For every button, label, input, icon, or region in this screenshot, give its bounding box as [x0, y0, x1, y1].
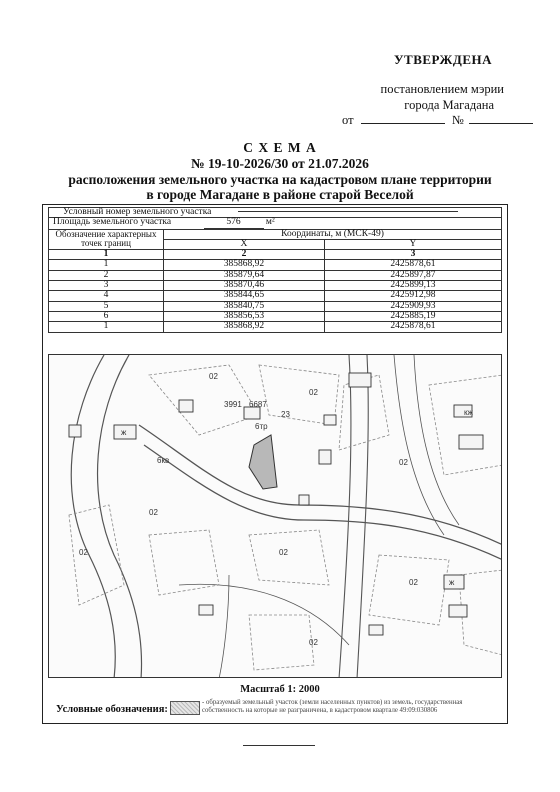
- area-label: Площадь земельного участка: [53, 217, 172, 228]
- table-row: 5 385840,75 2425909,93: [49, 301, 502, 311]
- map-scale: Масштаб 1: 2000: [240, 684, 320, 695]
- cadastral-map: [48, 354, 502, 678]
- road-lower-2: [219, 575, 229, 678]
- cadastral-map-drawing: [49, 355, 502, 678]
- table-row: 1 385868,92 2425878,61: [49, 322, 502, 332]
- date-blank: [361, 123, 445, 124]
- legend-label: Условные обозначения:: [56, 704, 168, 715]
- table-row: 2 385879,64 2425897,87: [49, 270, 502, 280]
- map-label: 02: [409, 578, 418, 587]
- map-label: 02: [149, 508, 158, 517]
- area-value: 576: [204, 218, 264, 228]
- y-header: Y: [324, 239, 501, 249]
- road-vertical-2: [357, 355, 368, 678]
- map-label: 02: [309, 388, 318, 397]
- table-row: 6 385856,53 2425885,19: [49, 311, 502, 321]
- map-label: кж: [464, 408, 473, 417]
- coordinates-table: [48, 207, 502, 333]
- cadastral-label: Условный номер земельного участка: [63, 207, 212, 217]
- map-label: 02: [209, 372, 218, 381]
- cadastral-row: [49, 208, 502, 218]
- legend-parcel-swatch: [170, 701, 200, 715]
- road-vertical: [339, 355, 351, 678]
- table-row: 1 385868,92 2425878,61: [49, 260, 502, 270]
- scheme-number: № 19-10-2026/30 от 21.07.2026: [191, 156, 369, 171]
- city-text: города Магадана: [404, 98, 494, 112]
- area-unit: м²: [265, 217, 275, 228]
- road-main: [139, 425, 502, 545]
- map-label: 02: [309, 638, 318, 647]
- approved-heading: УТВЕРЖДЕНА: [393, 52, 492, 67]
- map-label: 23: [281, 410, 290, 419]
- parcel-polygon: [249, 435, 277, 489]
- scheme-subtitle-1: расположения земельного участка на кадастровом плане территории: [68, 172, 492, 187]
- signature-line: [243, 745, 315, 746]
- map-label: ж: [449, 578, 455, 587]
- road-left-edge: [71, 355, 115, 678]
- map-label: 6687: [249, 400, 267, 409]
- map-label: 6тр: [255, 422, 268, 431]
- cadastral-value: [238, 211, 458, 212]
- road-left-edge-2: [98, 355, 142, 678]
- approval-date-line: [342, 113, 533, 128]
- resolution-text: постановлением мэрии: [380, 82, 504, 96]
- scheme-subtitle-2: в городе Магадане в районе старой Веселой: [146, 187, 414, 202]
- map-label: 02: [399, 458, 408, 467]
- legend-description: - образуемый земельный участок (земли населенных пунктов) из земель, государственная собственность на которые не разграничена, в кадастровом квартале 49:09:030806: [202, 699, 463, 715]
- from-label: от: [342, 113, 354, 127]
- scheme-title: С Х Е М А: [243, 140, 317, 155]
- map-label: 02: [279, 548, 288, 557]
- table-row: 4 385844,65 2425912,98: [49, 291, 502, 301]
- map-label: 02: [79, 548, 88, 557]
- x-header: X: [164, 239, 325, 249]
- coords-header: Координаты, м (МСК-49): [164, 229, 502, 239]
- table-row: 3 385870,46 2425899,13: [49, 281, 502, 291]
- road-right: [394, 355, 444, 535]
- road-right-2: [414, 355, 459, 525]
- map-labels: [79, 372, 474, 647]
- map-label: 3991: [224, 400, 242, 409]
- number-blank: [469, 123, 533, 124]
- area-row: [49, 218, 502, 229]
- points-header: Обозначение характерных точек границ: [49, 229, 164, 250]
- number-label: №: [451, 113, 464, 127]
- map-label: 6кв: [157, 456, 170, 465]
- column-index-row: 1 2 3: [49, 250, 502, 260]
- map-label: ж: [121, 428, 127, 437]
